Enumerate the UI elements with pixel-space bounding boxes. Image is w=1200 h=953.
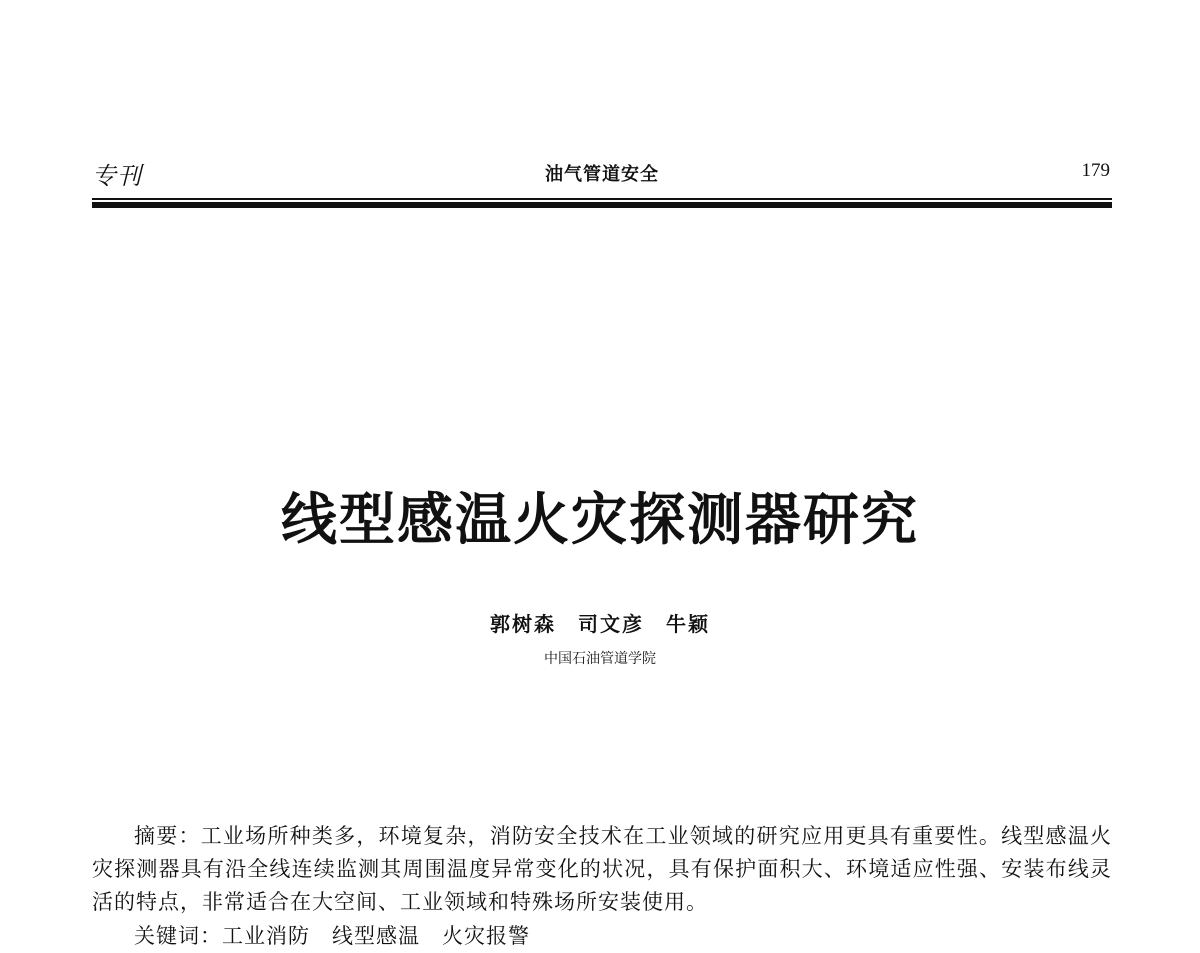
keyword-item: 工业消防 — [222, 924, 310, 948]
authors: 郭树森 司文彦 牛颖 — [490, 612, 710, 636]
affiliation: 中国石油管道学院 — [544, 651, 656, 667]
running-header — [92, 150, 1112, 190]
journal-name: 油气管道安全 — [545, 164, 659, 185]
page-number: 179 — [1081, 160, 1110, 181]
keywords — [134, 920, 1112, 953]
article-title: 线型感温火灾探测器研究 — [281, 488, 919, 553]
header-rule-thick — [92, 202, 1112, 208]
abstract: 摘要：工业场所种类多，环境复杂，消防安全技术在工业领域的研究应用更具有重要性。线型感温火灾探测器具有沿全线连续监测其周围温度异常变化的状况，具有保护面积大、环境适应性强、安装布线灵活的特点，非常适合在大空间、工业领域和特殊场所安装使用。 — [92, 824, 1112, 914]
keyword-item: 线型感温 — [332, 924, 420, 948]
header-rule-thin — [92, 198, 1112, 200]
header-section-label: 专刊 — [92, 162, 142, 190]
keyword-item: 火灾报警 — [442, 924, 530, 948]
keywords-label: 关键词： — [134, 924, 222, 948]
